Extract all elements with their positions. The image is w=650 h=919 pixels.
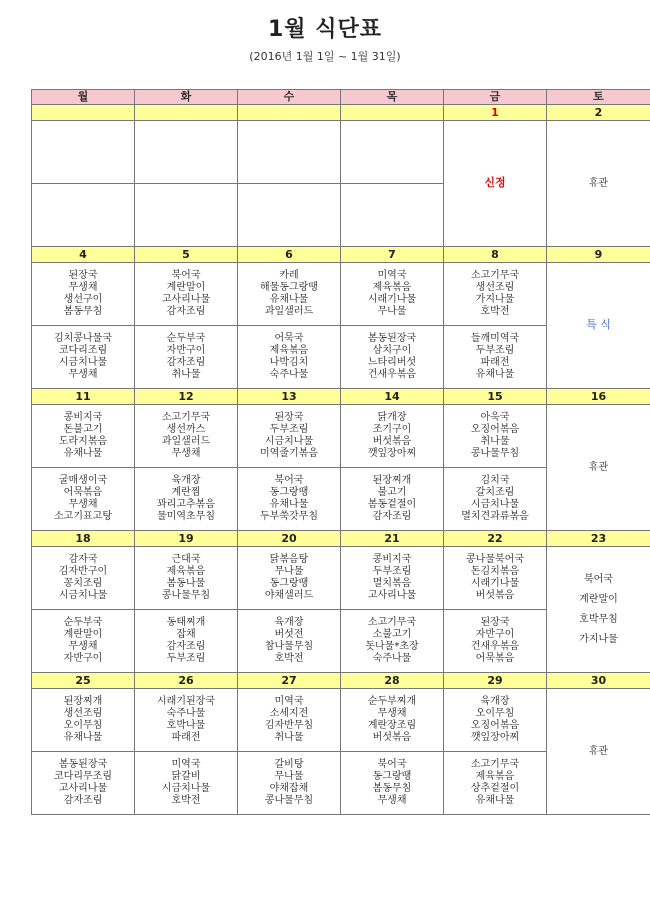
- menu-item: 고사리나물: [367, 590, 417, 601]
- menu-item: 동그랑땡: [372, 771, 412, 782]
- menu-item: 닭개장: [377, 412, 407, 423]
- menu-item: 북어국: [171, 270, 201, 281]
- menu-item: 감자조림: [63, 795, 103, 806]
- menu-item: 감자국: [68, 554, 98, 565]
- menu-item: 꽁치조림: [63, 578, 103, 589]
- lunch-menu-cell: [444, 547, 547, 610]
- menu-item: 육개장: [274, 617, 304, 628]
- menu-item: 유채나물: [63, 732, 103, 743]
- weekday-sat: 토: [547, 90, 650, 105]
- dinner-menu-cell: [32, 468, 135, 531]
- menu-item: 소고기무국: [470, 759, 520, 770]
- menu-item: 버섯볶음: [372, 732, 412, 743]
- menu-item: 두부조림: [269, 424, 309, 435]
- date-cell: 1: [444, 105, 547, 121]
- menu-item: 북어국: [377, 759, 407, 770]
- dinner-menu-cell: [238, 610, 341, 673]
- dinner-menu-cell: [238, 468, 341, 531]
- menu-item: 불고기: [377, 487, 407, 498]
- dinner-menu-cell: [341, 326, 444, 389]
- menu-item: 어묵볶음: [63, 487, 103, 498]
- menu-item: 자반구이: [475, 629, 515, 640]
- menu-item: 들깨미역국: [470, 333, 520, 344]
- menu-item: 미역국: [274, 696, 304, 707]
- menu-item: 고사리나물: [161, 294, 211, 305]
- dinner-menu-cell: [444, 610, 547, 673]
- date-cell: 2: [547, 105, 650, 121]
- menu-item: 계란찜: [171, 487, 201, 498]
- menu-item: 두부쑥갓무침: [260, 511, 318, 522]
- menu-item: 시래기된장국: [157, 696, 215, 707]
- menu-item: 물미역초무침: [157, 511, 215, 522]
- menu-item: 두부조림: [372, 566, 412, 577]
- menu-item: 콩비지국: [372, 554, 412, 565]
- lunch-menu-cell: [135, 121, 238, 184]
- date-row: [32, 531, 650, 547]
- saturday-label: 특 식: [586, 318, 611, 331]
- menu-item: 무생채: [377, 708, 407, 719]
- holiday-label: 신정: [484, 176, 506, 189]
- menu-item: 유채나물: [269, 294, 309, 305]
- menu-item: 취나물: [171, 369, 201, 380]
- dinner-menu-cell: [444, 468, 547, 531]
- dinner-menu-cell: [341, 610, 444, 673]
- saturday-label: 휴관: [588, 745, 609, 757]
- menu-item: 동그랑땡: [269, 578, 309, 589]
- date-cell: 20: [238, 531, 341, 547]
- menu-item: 북어국: [274, 475, 304, 486]
- lunch-row: [32, 121, 650, 184]
- menu-item: 두부조림: [166, 653, 206, 664]
- menu-item: 무생채: [68, 499, 98, 510]
- menu-item: 제육볶음: [372, 282, 412, 293]
- date-cell: [135, 105, 238, 121]
- dinner-menu-cell: [238, 326, 341, 389]
- menu-item: 콩나물무침: [470, 448, 520, 459]
- date-cell: 23: [547, 531, 650, 547]
- menu-item: 김자반무침: [264, 720, 314, 731]
- menu-item: 무생채: [68, 282, 98, 293]
- menu-item: 계란말이: [579, 593, 618, 605]
- saturday-cell: [547, 547, 650, 673]
- menu-item: 된장찌개: [372, 475, 412, 486]
- saturday-cell: [547, 405, 650, 531]
- lunch-menu-cell: [135, 547, 238, 610]
- date-cell: 9: [547, 247, 650, 263]
- menu-item: 시래기나물: [367, 294, 417, 305]
- menu-item: 삼치구이: [372, 345, 412, 356]
- menu-item: 생선구이: [63, 294, 103, 305]
- menu-item: 자반구이: [166, 345, 206, 356]
- lunch-row: [32, 405, 650, 468]
- menu-item: 감자조림: [166, 641, 206, 652]
- date-cell: [341, 105, 444, 121]
- date-cell: 4: [32, 247, 135, 263]
- menu-item: 소세지전: [269, 708, 309, 719]
- menu-item: 계란말이: [166, 282, 206, 293]
- saturday-cell: [547, 263, 650, 389]
- saturday-cell: [547, 121, 650, 247]
- date-cell: 6: [238, 247, 341, 263]
- lunch-menu-cell: [135, 405, 238, 468]
- lunch-row: [32, 689, 650, 752]
- menu-item: 어묵국: [274, 333, 304, 344]
- dinner-menu-cell: [135, 468, 238, 531]
- menu-item: 육개장: [480, 696, 510, 707]
- menu-item: 멸치볶음: [372, 578, 412, 589]
- menu-item: 시금치나물: [58, 357, 108, 368]
- menu-item: 미역국: [171, 759, 201, 770]
- date-cell: 14: [341, 389, 444, 405]
- menu-item: 유채나물: [475, 369, 515, 380]
- lunch-menu-cell: [444, 689, 547, 752]
- date-cell: 19: [135, 531, 238, 547]
- menu-item: 호박전: [480, 306, 510, 317]
- menu-item: 건새우볶음: [367, 369, 417, 380]
- menu-item: 시금치나물: [161, 783, 211, 794]
- menu-item: 유채나물: [63, 448, 103, 459]
- menu-item: 돗나물*초장: [365, 641, 419, 652]
- menu-item: 김자반구이: [58, 566, 108, 577]
- lunch-menu-cell: [32, 405, 135, 468]
- menu-item: 시금치나물: [58, 590, 108, 601]
- menu-item: 감자조림: [166, 357, 206, 368]
- menu-item: 북어국: [584, 573, 613, 585]
- menu-item: 카레: [279, 270, 299, 281]
- menu-item: 호박전: [171, 795, 201, 806]
- menu-item: 멸치견과류볶음: [461, 511, 529, 522]
- menu-item: 오이무침: [475, 708, 515, 719]
- menu-item: 소고기무국: [161, 412, 211, 423]
- lunch-menu-cell: [238, 405, 341, 468]
- menu-item: 깻잎장아찌: [367, 448, 417, 459]
- menu-item: 갈치조림: [475, 487, 515, 498]
- menu-item: 야채잡채: [269, 783, 309, 794]
- menu-item: 동그랑땡: [269, 487, 309, 498]
- menu-item: 된장찌개: [63, 696, 103, 707]
- menu-item: 순두부찌개: [367, 696, 417, 707]
- menu-item: 콩나물무침: [161, 590, 211, 601]
- date-cell: 15: [444, 389, 547, 405]
- menu-item: 생선까스: [166, 424, 206, 435]
- menu-item: 시금치나물: [264, 436, 314, 447]
- menu-item: 순두부국: [166, 333, 206, 344]
- date-cell: 5: [135, 247, 238, 263]
- holiday-cell: [444, 121, 547, 247]
- menu-item: 무생채: [377, 795, 407, 806]
- menu-item: 도라지볶음: [58, 436, 108, 447]
- date-cell: 29: [444, 673, 547, 689]
- menu-item: 미역국: [377, 270, 407, 281]
- menu-item: 꽈리고추볶음: [157, 499, 215, 510]
- menu-calendar: [31, 89, 650, 815]
- menu-item: 무나물: [274, 771, 304, 782]
- menu-item: 제육볶음: [166, 566, 206, 577]
- lunch-menu-cell: [341, 121, 444, 184]
- menu-item: 소불고기: [372, 629, 412, 640]
- menu-item: 가지나물: [475, 294, 515, 305]
- date-cell: 30: [547, 673, 650, 689]
- menu-item: 숙주나물: [372, 653, 412, 664]
- lunch-menu-cell: [32, 121, 135, 184]
- date-row: [32, 673, 650, 689]
- dinner-menu-cell: [32, 610, 135, 673]
- menu-item: 봄동된장국: [58, 759, 108, 770]
- menu-item: 숙주나물: [269, 369, 309, 380]
- dinner-menu-cell: [32, 752, 135, 815]
- menu-item: 된장국: [480, 617, 510, 628]
- menu-item: 돈불고기: [63, 424, 103, 435]
- menu-item: 소고기무국: [470, 270, 520, 281]
- menu-item: 호박무침: [579, 613, 618, 625]
- menu-item: 고사리나물: [58, 783, 108, 794]
- lunch-menu-cell: [238, 547, 341, 610]
- menu-item: 갈비탕: [274, 759, 304, 770]
- menu-item: 상추겉절이: [470, 783, 520, 794]
- lunch-menu-cell: [238, 263, 341, 326]
- dinner-menu-cell: [238, 184, 341, 247]
- lunch-menu-cell: [32, 689, 135, 752]
- menu-item: 자반구이: [63, 653, 103, 664]
- menu-item: 닭갈비: [171, 771, 201, 782]
- date-cell: 27: [238, 673, 341, 689]
- menu-item: 해물동그랑땡: [260, 282, 318, 293]
- menu-item: 계란말이: [63, 629, 103, 640]
- dinner-menu-cell: [135, 184, 238, 247]
- lunch-menu-cell: [341, 263, 444, 326]
- dinner-menu-cell: [341, 184, 444, 247]
- menu-item: 생선조림: [63, 708, 103, 719]
- menu-item: 참나물무침: [264, 641, 314, 652]
- menu-item: 버섯볶음: [372, 436, 412, 447]
- menu-item: 콩비지국: [63, 412, 103, 423]
- lunch-menu-cell: [238, 689, 341, 752]
- menu-item: 동태찌개: [166, 617, 206, 628]
- menu-item: 야채샐러드: [264, 590, 314, 601]
- menu-item: 취나물: [274, 732, 304, 743]
- lunch-row: [32, 263, 650, 326]
- dinner-menu-cell: [135, 752, 238, 815]
- menu-item: 오이무침: [63, 720, 103, 731]
- dinner-menu-cell: [238, 752, 341, 815]
- menu-item: 깻잎장아찌: [470, 732, 520, 743]
- menu-item: 육개장: [171, 475, 201, 486]
- weekday-tue: 화: [135, 90, 238, 105]
- menu-item: 가지나물: [579, 633, 618, 645]
- dinner-menu-cell: [444, 326, 547, 389]
- date-cell: 12: [135, 389, 238, 405]
- date-cell: 25: [32, 673, 135, 689]
- weekday-thu: 목: [341, 90, 444, 105]
- menu-item: 소고기무국: [367, 617, 417, 628]
- dinner-menu-cell: [135, 610, 238, 673]
- menu-item: 김치국: [480, 475, 510, 486]
- menu-item: 봄동무침: [63, 306, 103, 317]
- menu-item: 오징어볶음: [470, 720, 520, 731]
- menu-item: 감자조림: [372, 511, 412, 522]
- lunch-menu-cell: [135, 689, 238, 752]
- menu-item: 코다리무조림: [54, 771, 112, 782]
- lunch-menu-cell: [341, 405, 444, 468]
- menu-item: 잡채: [176, 629, 196, 640]
- dinner-menu-cell: [32, 326, 135, 389]
- dinner-menu-cell: [32, 184, 135, 247]
- menu-item: 오징어볶음: [470, 424, 520, 435]
- dinner-menu-cell: [341, 752, 444, 815]
- menu-item: 봄동된장국: [367, 333, 417, 344]
- menu-item: 취나물: [480, 436, 510, 447]
- lunch-menu-cell: [444, 405, 547, 468]
- date-row: [32, 389, 650, 405]
- menu-item: 무나물: [377, 306, 407, 317]
- menu-item: 숙주나물: [166, 708, 206, 719]
- menu-item: 감자조림: [166, 306, 206, 317]
- menu-item: 과일샐러드: [264, 306, 314, 317]
- lunch-menu-cell: [135, 263, 238, 326]
- menu-item: 콩나물무침: [264, 795, 314, 806]
- menu-item: 시금치나물: [470, 499, 520, 510]
- date-cell: 7: [341, 247, 444, 263]
- menu-item: 무생채: [68, 641, 98, 652]
- menu-item: 봄동겉절이: [367, 499, 417, 510]
- date-cell: 18: [32, 531, 135, 547]
- lunch-menu-cell: [341, 547, 444, 610]
- menu-item: 과일샐러드: [161, 436, 211, 447]
- menu-item: 호박나물: [166, 720, 206, 731]
- menu-item: 닭볶음탕: [269, 554, 309, 565]
- menu-item: 계란장조림: [367, 720, 417, 731]
- menu-item: 나박김치: [269, 357, 309, 368]
- menu-item: 순두부국: [63, 617, 103, 628]
- lunch-row: [32, 547, 650, 610]
- date-cell: [32, 105, 135, 121]
- menu-item: 아욱국: [480, 412, 510, 423]
- saturday-label: 휴관: [588, 177, 609, 189]
- menu-item: 근대국: [171, 554, 201, 565]
- date-cell: 22: [444, 531, 547, 547]
- lunch-menu-cell: [444, 263, 547, 326]
- menu-item: 호박전: [274, 653, 304, 664]
- menu-item: 된장국: [68, 270, 98, 281]
- menu-item: 건새우볶음: [470, 641, 520, 652]
- menu-item: 봄동무침: [372, 783, 412, 794]
- weekday-wed: 수: [238, 90, 341, 105]
- date-cell: 28: [341, 673, 444, 689]
- menu-item: 무나물: [274, 566, 304, 577]
- menu-item: 버섯전: [274, 629, 304, 640]
- menu-item: 코다리조림: [58, 345, 108, 356]
- weekday-header-row: [32, 90, 650, 105]
- lunch-menu-cell: [32, 263, 135, 326]
- menu-item: 돈김치볶음: [470, 566, 520, 577]
- date-cell: [238, 105, 341, 121]
- menu-item: 시래기나물: [470, 578, 520, 589]
- menu-item: 파래전: [480, 357, 510, 368]
- menu-item: 유채나물: [475, 795, 515, 806]
- date-cell: 8: [444, 247, 547, 263]
- menu-item: 소고기표고탕: [54, 511, 112, 522]
- menu-item: 김치콩나물국: [54, 333, 112, 344]
- menu-item: 버섯볶음: [475, 590, 515, 601]
- saturday-cell: [547, 689, 650, 815]
- menu-item: 콩나물북어국: [466, 554, 524, 565]
- menu-item: 된장국: [274, 412, 304, 423]
- menu-item: 무생채: [171, 448, 201, 459]
- menu-item: 제육볶음: [475, 771, 515, 782]
- weekday-mon: 월: [32, 90, 135, 105]
- dinner-menu-cell: [341, 468, 444, 531]
- menu-item: 생선조림: [475, 282, 515, 293]
- page-title: 1월 식단표: [268, 17, 382, 42]
- menu-item: 유채나물: [269, 499, 309, 510]
- dinner-menu-cell: [135, 326, 238, 389]
- lunch-menu-cell: [32, 547, 135, 610]
- date-row: [32, 105, 650, 121]
- menu-item: 무생채: [68, 369, 98, 380]
- date-cell: 11: [32, 389, 135, 405]
- menu-item: 파래전: [171, 732, 201, 743]
- date-cell: 13: [238, 389, 341, 405]
- date-cell: 16: [547, 389, 650, 405]
- menu-item: 제육볶음: [269, 345, 309, 356]
- menu-item: 두부조림: [475, 345, 515, 356]
- weekday-fri: 금: [444, 90, 547, 105]
- menu-item: 어묵볶음: [475, 653, 515, 664]
- menu-item: 조기구이: [372, 424, 412, 435]
- lunch-menu-cell: [341, 689, 444, 752]
- date-cell: 26: [135, 673, 238, 689]
- saturday-label: 휴관: [588, 461, 609, 473]
- menu-item: 미역줄기볶음: [260, 448, 318, 459]
- menu-item: 굴매생이국: [58, 475, 108, 486]
- menu-item: 느타리버섯: [367, 357, 417, 368]
- date-range: (2016년 1월 1일 ~ 1월 31일): [249, 50, 401, 63]
- date-cell: 21: [341, 531, 444, 547]
- dinner-menu-cell: [444, 752, 547, 815]
- lunch-menu-cell: [238, 121, 341, 184]
- date-row: [32, 247, 650, 263]
- menu-item: 봄동나물: [166, 578, 206, 589]
